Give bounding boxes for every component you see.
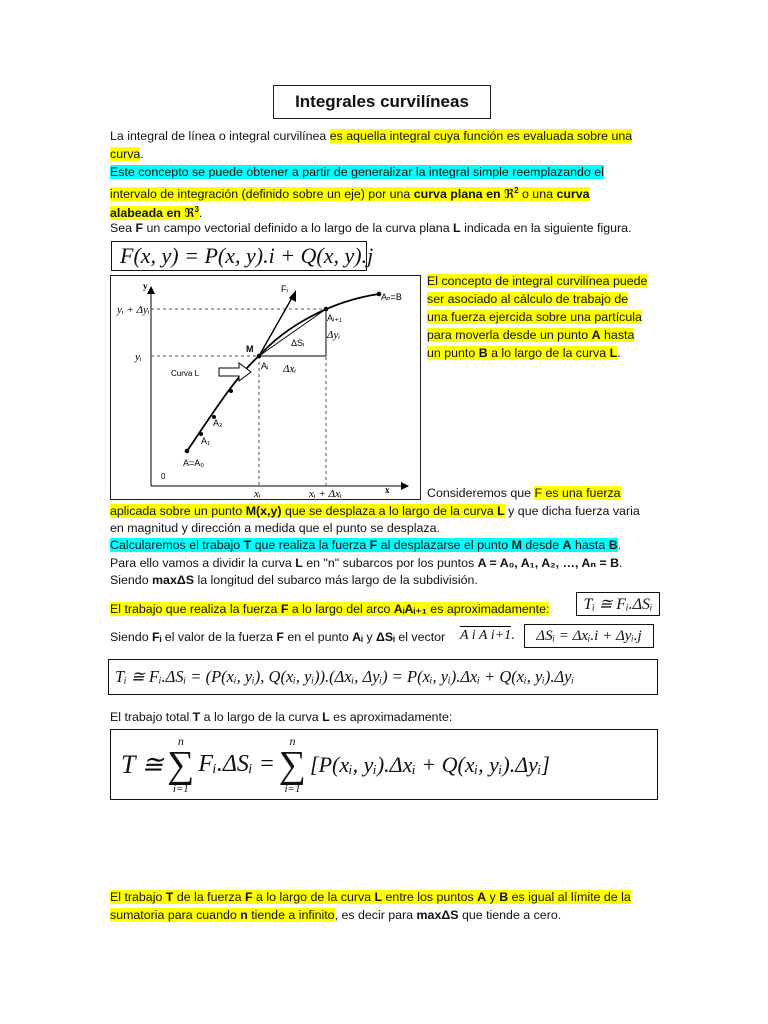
label-a0: A=A₀ (183, 458, 204, 468)
side-note: El concepto de integral curvilínea puede ser asociado al cálculo de trabajo de una fuerza ejercida sobre una partícula para moverla desde un punto A hasta un punto B a lo largo de la curva L. (427, 274, 648, 360)
formula-work-element: Tᵢ ≅ Fᵢ.ΔSᵢ (576, 592, 660, 616)
formula-total-work: T ≅ n ∑ i=1 Fᵢ.ΔSᵢ = n ∑ i=1 [P(xᵢ, yᵢ).Δxᵢ + Q(xᵢ, yᵢ).Δyᵢ] (110, 729, 658, 800)
formula-vector-field: F(x, y) = P(x, y).i + Q(x, y).j (111, 241, 367, 271)
point-m (257, 354, 262, 359)
label-an-b: Aₙ=B (381, 292, 402, 302)
summation-2: n ∑ i=1 (278, 733, 307, 795)
paragraph-concept-line3: alabeada en ℜ$^3$. (110, 205, 203, 221)
paragraph-concept-line1: Este concepto se puede obtener a partir de generalizar la integral simple reemplazando el (110, 165, 604, 179)
page-title: Integrales curvilíneas (273, 85, 491, 119)
vector-ai-ai1: A i A i+1. (460, 628, 515, 643)
curve-figure (110, 275, 421, 500)
label-xi: xᵢ (254, 488, 261, 500)
paragraph-divide: Para ello vamos a dividir la curva L en "n" subarcos por los puntos A = A₀, A₁, A₂, …, Aₙ = B. (110, 556, 623, 570)
paragraph-fi: Siendo Fᵢ el valor de la fuerza F en el punto Aᵢ y ΔSᵢ el vector (110, 630, 446, 644)
paragraph-limit: El trabajo T de la fuerza F a lo largo de la curva L entre los puntos A y B es igual al límite de la (110, 890, 631, 904)
label-dxi: Δxᵢ (283, 363, 297, 375)
label-fi: Fᵢ (281, 284, 288, 294)
label-y-axis: y (143, 281, 148, 291)
label-yi: yᵢ (135, 351, 142, 363)
paragraph-maxds: Siendo maxΔS la longitud del subarco más largo de la subdivisión. (110, 573, 478, 587)
label-a2: A₂ (213, 418, 223, 428)
paragraph-definition-cont: curva. (110, 147, 144, 161)
summation-1: n ∑ i=1 (167, 733, 195, 795)
paragraph-definition: La integral de línea o integral curvilínea es aquella integral cuya función es evaluada sobre una (110, 129, 633, 143)
point-a0 (185, 449, 190, 454)
force-vector (259, 296, 293, 356)
label-curva-l: Curva L (171, 369, 200, 378)
label-ai1: Aᵢ₊₁ (327, 313, 343, 323)
point-a3 (229, 389, 233, 393)
paragraph-consider: Consideremos que F es una fuerza (427, 486, 621, 500)
paragraph-vector-field: Sea F un campo vectorial definido a lo largo de la curva plana L indicada en la siguiente figura. (110, 221, 632, 235)
label-a1: A₁ (201, 436, 211, 446)
label-origin: 0 (161, 472, 166, 481)
paragraph-total-work: El trabajo total T a lo largo de la curva L es aproximadamente: (110, 710, 453, 724)
formula-delta-s: ΔSᵢ = Δxᵢ.i + Δyᵢ.j (524, 624, 654, 648)
label-yi-dy: yᵢ + Δyᵢ (117, 304, 150, 316)
curve-pointer-arrow (219, 363, 251, 381)
formula-work-expansion: Tᵢ ≅ Fᵢ.ΔSᵢ = (P(xᵢ, yᵢ), Q(xᵢ, yᵢ)).(Δxᵢ, Δyᵢ) = P(xᵢ, yᵢ).Δxᵢ + Q(xᵢ, yᵢ).Δyᵢ (108, 659, 658, 695)
chord-ds (259, 309, 326, 356)
paragraph-arc-work: El trabajo que realiza la fuerza F a lo largo del arco AᵢAᵢ₊₁ es aproximadamente: (110, 602, 550, 616)
point-ai1 (324, 307, 329, 312)
x-axis-arrow (401, 482, 409, 490)
label-m: M (246, 344, 254, 354)
paragraph-consider-line3: en magnitud y dirección a medida que el punto se desplaza. (110, 521, 440, 535)
label-dsi: ΔSᵢ (291, 338, 305, 348)
paragraph-consider-line2: aplicada sobre un punto M(x,y) que se desplaza a lo largo de la curva L y que dicha fuerza varia (110, 504, 640, 518)
paragraph-limit-line2: sumatoria para cuando n tiende a infinito, es decir para maxΔS que tiende a cero. (110, 908, 562, 922)
label-xi-dx: xᵢ + Δxᵢ (309, 488, 342, 500)
y-axis-arrow (147, 286, 155, 294)
label-ai: Aᵢ (261, 361, 269, 371)
paragraph-concept-line2: intervalo de integración (definido sobre un eje) por una curva plana en ℜ$^2$ o una curva (110, 186, 590, 202)
paragraph-calculate: Calcularemos el trabajo T que realiza la fuerza F al desplazarse el punto M desde A hasta B. (110, 538, 622, 552)
label-dyi: Δyᵢ (327, 329, 341, 341)
label-x-axis: x (385, 485, 390, 495)
curve-diagram (111, 276, 422, 501)
